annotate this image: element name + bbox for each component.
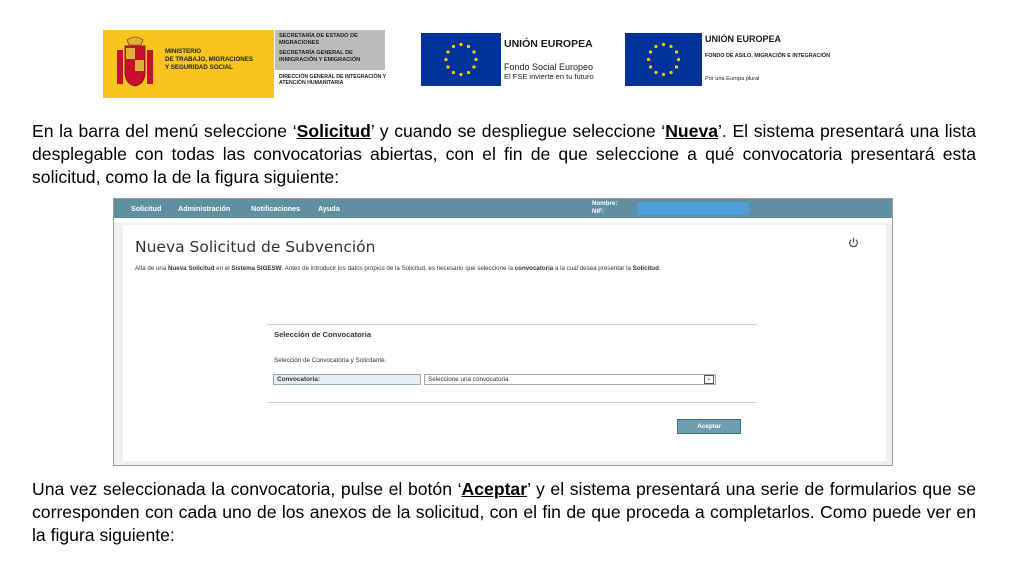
eu-star-icon [474, 58, 477, 61]
divider [267, 402, 757, 403]
eu-star-icon [649, 65, 652, 68]
eu-star-icon [444, 58, 447, 61]
section-title: Selección de Convocatoria [274, 330, 372, 339]
eu-star-icon [459, 73, 462, 76]
convocatoria-label: Convocatoria: [273, 374, 421, 385]
eu-flag-icon [421, 33, 501, 86]
divider [114, 218, 892, 223]
text-segment: . [658, 265, 661, 272]
text-segment: Alta de una [135, 265, 169, 272]
ministry-logo [103, 30, 274, 98]
eu-flag-icon [625, 33, 702, 86]
secretaria-estado: SECRETARÍA DE ESTADO DE MIGRACIONES [279, 33, 358, 46]
page-title: Nueva Solicitud de Subvención [135, 238, 376, 256]
eu-famie-slogan: Por una Europa plural [705, 76, 760, 82]
eu-star-icon [649, 50, 652, 53]
eu-star-icon [446, 50, 449, 53]
text-segment: ’ y el sistema presentará una serie de formularios que se corresponden con cada uno de los anexos de la solicitud, con el fin de que proceda a completarlos. Como puede ver en la figura siguiente: [32, 479, 976, 545]
direccion-general: DIRECCIÓN GENERAL DE INTEGRACIÓN Y ATENCIÓN HUMANITARIA [279, 74, 386, 87]
text-bold: Nueva Solicitud [168, 265, 215, 272]
highlight-solicitud: Solicitud [296, 121, 371, 141]
eu-star-icon [675, 50, 678, 53]
nombre-label: Nombre: [592, 200, 618, 207]
menu-bar [114, 199, 892, 218]
eu-star-icon [662, 43, 665, 46]
text-segment: ’ y cuando se despliegue seleccione ‘ [370, 121, 666, 141]
menu-notificaciones[interactable]: Notificaciones [251, 204, 301, 213]
highlight-nueva: Nueva [665, 121, 719, 141]
secretaria-box [275, 30, 385, 70]
app-screenshot [113, 198, 893, 466]
eu-star-icon [467, 71, 470, 74]
convocatoria-select[interactable] [424, 374, 716, 385]
highlight-aceptar: Aceptar [461, 479, 528, 499]
eu-star-icon [472, 50, 475, 53]
intro-text [135, 265, 661, 272]
eu-star-icon [677, 58, 680, 61]
eu-star-icon [669, 45, 672, 48]
eu-star-icon [459, 43, 462, 46]
coat-of-arms-icon [113, 36, 157, 92]
section-description: Selección de Convocatoria y Solicitante. [274, 357, 387, 364]
text-segment: a la cual desea presentar la [553, 265, 633, 272]
main-content [123, 225, 886, 461]
instruction-paragraph-2 [32, 478, 976, 547]
eu-fse-subtitle: Fondo Social Europeo [504, 62, 594, 72]
eu-star-icon [654, 71, 657, 74]
eu-famie-subtitle: FONDO DE ASILO, MIGRACIÓN E INTEGRACIÓN [705, 53, 830, 59]
nif-label: NIF: [592, 208, 605, 215]
eu-star-icon [669, 71, 672, 74]
menu-ayuda[interactable]: Ayuda [318, 204, 340, 213]
user-info [592, 200, 617, 216]
instruction-paragraph-1 [32, 120, 976, 189]
eu-star-icon [467, 45, 470, 48]
ministry-name: MINISTERIO DE TRABAJO, MIGRACIONES Y SEGURIDAD SOCIAL [165, 48, 254, 71]
text-segment: en el [214, 265, 232, 272]
text-segment: ’. El sistema presentará una lista desplegable con todas las convocatorias abiertas, con el fin de que seleccione a qué convocatoria presentará esta solicitud, como la de la figura siguiente: [32, 121, 976, 187]
eu-star-icon [452, 45, 455, 48]
text-segment: Una vez seleccionada la convocatoria, pulse el botón ‘ [32, 479, 462, 499]
power-icon[interactable] [848, 237, 859, 248]
menu-solicitud[interactable]: Solicitud [131, 204, 162, 213]
eu-fse-title: UNIÓN EUROPEA [504, 38, 593, 50]
eu-fse-slogan: El FSE invierte en tu futuro [504, 72, 594, 81]
eu-star-icon [472, 65, 475, 68]
menu-administracion[interactable]: Administración [178, 204, 231, 213]
eu-star-icon [675, 65, 678, 68]
eu-star-icon [647, 58, 650, 61]
chevron-down-icon[interactable]: ⌄ [704, 375, 714, 384]
divider [267, 324, 757, 325]
text-segment: En la barra del menú seleccione ‘ [32, 121, 297, 141]
text-segment: . Antes de introducir los datos propios de la Solicitud, es necesario que seleccione la [281, 265, 515, 272]
eu-star-icon [654, 45, 657, 48]
text-bold: Sistema SIGESW [231, 265, 282, 272]
eu-famie-title: UNIÓN EUROPEA [705, 34, 782, 44]
secretaria-general: SECRETARÍA GENERAL DE INMIGRACIÓN Y EMIGRACIÓN [279, 50, 361, 63]
accept-button[interactable]: Aceptar [677, 419, 741, 434]
eu-star-icon [446, 65, 449, 68]
convocatoria-selected-value: Seleccione una convocatoria [428, 376, 509, 383]
eu-star-icon [662, 73, 665, 76]
text-bold: Solicitud [632, 265, 659, 272]
convocatoria-section [267, 324, 757, 404]
text-bold: convocatoria [514, 265, 554, 272]
eu-star-icon [452, 71, 455, 74]
user-value-box [637, 202, 749, 215]
